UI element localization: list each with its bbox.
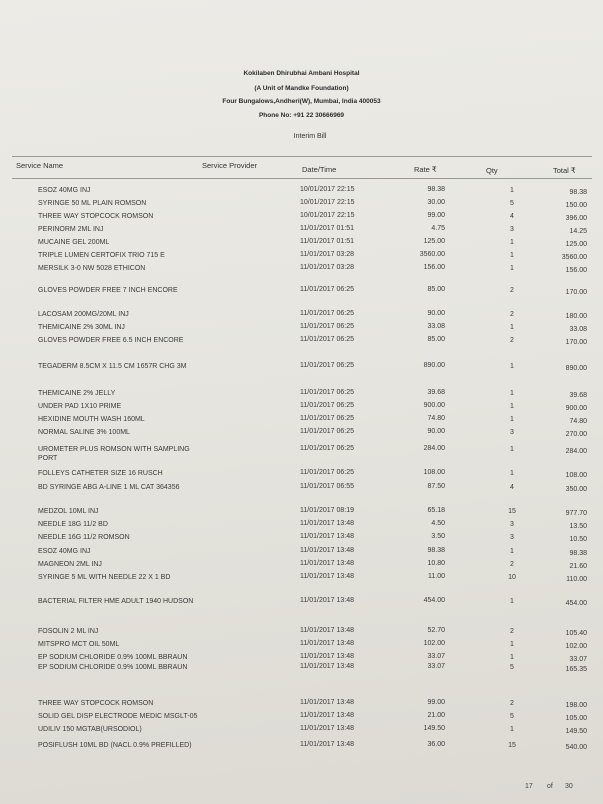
datetime-cell: 11/01/2017 13:48 <box>300 725 354 732</box>
qty-cell: 5 <box>510 200 514 207</box>
service-name-cell: PERINORM 2ML INJ <box>38 226 104 233</box>
datetime-cell: 11/01/2017 06:25 <box>300 336 354 343</box>
qty-cell: 1 <box>510 265 514 272</box>
total-cell: 98.38 <box>569 550 587 557</box>
datetime-cell: 10/01/2017 22:15 <box>300 186 355 193</box>
total-cell: 540.00 <box>565 744 587 751</box>
col-service-name: Service Name <box>16 161 64 170</box>
qty-cell: 10 <box>508 574 516 581</box>
total-cell: 396.00 <box>565 215 587 222</box>
total-cell: 150.00 <box>565 202 587 209</box>
datetime-cell: 11/01/2017 06:25 <box>300 310 354 317</box>
service-name-cell: LACOSAM 200MG/20ML INJ <box>38 311 129 318</box>
qty-cell: 2 <box>510 561 514 568</box>
col-total: Total ₹ <box>553 166 576 175</box>
datetime-cell: 11/01/2017 06:25 <box>300 445 354 452</box>
service-name-cell: EP SODIUM CHLORIDE 0.9% 100ML BBRAUN <box>38 664 188 671</box>
datetime-cell: 11/01/2017 13:48 <box>300 699 354 706</box>
service-name-cell: SOLID GEL DISP ELECTRODE MEDIC MSGLT-05 <box>38 713 198 720</box>
datetime-cell: 11/01/2017 06:25 <box>300 389 354 396</box>
qty-cell: 1 <box>510 726 514 733</box>
total-cell: 10.50 <box>569 536 587 543</box>
rate-cell: 85.00 <box>427 286 445 293</box>
rate-cell: 90.00 <box>427 310 445 317</box>
datetime-cell: 10/01/2017 22:15 <box>300 212 355 219</box>
col-rate: Rate ₹ <box>414 165 437 174</box>
total-cell: 105.00 <box>565 715 587 722</box>
total-cell: 14.25 <box>569 228 587 235</box>
datetime-cell: 11/01/2017 01:51 <box>300 225 354 232</box>
qty-cell: 1 <box>510 324 514 331</box>
qty-cell: 1 <box>510 187 514 194</box>
service-name-cell: SYRINGE 50 ML PLAIN ROMSON <box>38 200 147 207</box>
service-name-cell: NORMAL SALINE 3% 100ML <box>38 429 130 436</box>
rate-cell: 156.00 <box>423 264 445 271</box>
total-cell: 454.00 <box>565 600 587 607</box>
total-cell: 98.38 <box>569 189 587 196</box>
rate-cell: 890.00 <box>423 362 445 369</box>
qty-cell: 5 <box>510 713 514 720</box>
col-qty: Qty <box>486 166 498 175</box>
total-cell: 900.00 <box>565 405 587 412</box>
service-name-cell: FOLLEYS CATHETER SIZE 16 RUSCH <box>38 470 163 477</box>
datetime-cell: 11/01/2017 13:48 <box>300 663 354 670</box>
rate-cell: 284.00 <box>423 445 445 452</box>
total-cell: 3560.00 <box>561 254 587 261</box>
total-cell: 33.07 <box>569 656 587 663</box>
page-of-label: of <box>547 783 553 790</box>
rate-cell: 10.80 <box>427 560 445 567</box>
total-cell: 110.00 <box>566 576 587 583</box>
qty-cell: 2 <box>510 628 514 635</box>
datetime-cell: 11/01/2017 13:48 <box>300 640 354 647</box>
qty-cell: 1 <box>510 446 514 453</box>
qty-cell: 2 <box>510 337 514 344</box>
service-name-cell: MEDZOL 10ML INJ <box>38 508 99 515</box>
rate-cell: 87.50 <box>427 483 445 490</box>
rate-cell: 21.00 <box>427 712 445 719</box>
service-name-cell: THEMICAINE 2% 30ML INJ <box>38 324 125 331</box>
col-datetime: Date/Time <box>302 165 337 174</box>
service-name-cell: MITSPRO MCT OIL 50ML <box>38 641 120 648</box>
page-total: 30 <box>565 783 573 790</box>
rate-cell: 4.50 <box>431 520 445 527</box>
rate-cell: 39.68 <box>427 389 445 396</box>
datetime-cell: 11/01/2017 13:48 <box>300 712 354 719</box>
service-name-cell: ESOZ 40MG INJ <box>38 548 91 555</box>
hospital-address: Four Bungalows,Andheri(W), Mumbai, India 400053 <box>222 98 381 105</box>
rate-cell: 4.75 <box>431 225 445 232</box>
rate-cell: 108.00 <box>423 469 445 476</box>
qty-cell: 1 <box>510 470 514 477</box>
qty-cell: 3 <box>510 429 514 436</box>
rate-cell: 102.00 <box>423 640 445 647</box>
total-cell: 74.80 <box>569 418 587 425</box>
qty-cell: 1 <box>510 390 514 397</box>
service-name-cell: UDILIV 150 MGTAB(URSODIOL) <box>38 726 142 733</box>
total-cell: 977.70 <box>565 510 587 517</box>
total-cell: 198.00 <box>565 702 587 709</box>
datetime-cell: 11/01/2017 01:51 <box>300 238 354 245</box>
datetime-cell: 11/01/2017 06:25 <box>300 323 354 330</box>
service-name-cell: UNDER PAD 1X10 PRIME <box>38 403 122 410</box>
rate-cell: 98.38 <box>427 547 445 554</box>
total-cell: 156.00 <box>565 267 587 274</box>
rate-cell: 65.18 <box>427 507 445 514</box>
rate-cell: 98.38 <box>427 186 445 193</box>
datetime-cell: 10/01/2017 22:15 <box>300 199 355 206</box>
qty-cell: 1 <box>510 363 514 370</box>
hospital-phone: Phone No: +91 22 30666969 <box>258 112 345 119</box>
datetime-cell: 11/01/2017 06:55 <box>300 483 354 490</box>
service-name-cell: GLOVES POWDER FREE 7 INCH ENCORE <box>38 287 178 294</box>
total-cell: 21.60 <box>569 563 587 570</box>
header-top-rule <box>12 156 592 157</box>
hospital-unit: (A Unit of Mandke Foundation) <box>254 85 349 92</box>
total-cell: 165.35 <box>565 666 587 673</box>
service-name-cell: FOSOLIN 2 ML INJ <box>38 628 99 635</box>
service-name-cell: SYRINGE 5 ML WITH NEEDLE 22 X 1 BD <box>38 574 171 581</box>
service-name-cell: BD SYRINGE ABG A-LINE 1 ML CAT 364356 <box>38 484 180 491</box>
rate-cell: 52.70 <box>427 627 445 634</box>
service-name-cell: GLOVES POWDER FREE 6.5 INCH ENCORE <box>38 337 184 344</box>
qty-cell: 2 <box>510 287 514 294</box>
datetime-cell: 11/01/2017 13:48 <box>300 547 354 554</box>
rate-cell: 125.00 <box>423 238 445 245</box>
rate-cell: 85.00 <box>427 336 445 343</box>
service-name-cell: TRIPLE LUMEN CERTOFIX TRIO 715 E <box>38 252 165 259</box>
qty-cell: 5 <box>510 664 514 671</box>
total-cell: 149.50 <box>565 728 587 735</box>
qty-cell: 1 <box>510 654 514 661</box>
rate-cell: 3560.00 <box>419 251 445 258</box>
datetime-cell: 11/01/2017 08:19 <box>300 507 354 514</box>
service-name-cell: THREE WAY STOPCOCK ROMSON <box>38 700 154 707</box>
datetime-cell: 11/01/2017 13:48 <box>300 741 354 748</box>
rate-cell: 99.00 <box>427 212 445 219</box>
service-name-cell: TEGADERM 8.5CM X 11.5 CM 1657R CHG 3M <box>38 363 187 370</box>
col-service-provider: Service Provider <box>202 161 258 170</box>
service-name-cell: NEEDLE 18G 11/2 BD <box>38 521 108 528</box>
service-name-cell: ESOZ 40MG INJ <box>38 187 91 194</box>
total-cell: 125.00 <box>565 241 587 248</box>
total-cell: 170.00 <box>565 339 587 346</box>
qty-cell: 1 <box>510 239 514 246</box>
qty-cell: 4 <box>510 213 514 220</box>
total-cell: 13.50 <box>569 523 587 530</box>
service-name-cell: MUCAINE GEL 200ML <box>38 239 110 246</box>
datetime-cell: 11/01/2017 06:25 <box>300 415 354 422</box>
datetime-cell: 11/01/2017 13:48 <box>300 520 354 527</box>
qty-cell: 1 <box>510 548 514 555</box>
datetime-cell: 11/01/2017 13:48 <box>300 653 354 660</box>
qty-cell: 1 <box>510 416 514 423</box>
datetime-cell: 11/01/2017 13:48 <box>300 560 354 567</box>
qty-cell: 1 <box>510 252 514 259</box>
rate-cell: 900.00 <box>423 402 445 409</box>
total-cell: 33.08 <box>569 326 587 333</box>
qty-cell: 4 <box>510 484 514 491</box>
qty-cell: 1 <box>510 641 514 648</box>
rate-cell: 33.08 <box>427 323 445 330</box>
total-cell: 108.00 <box>565 472 587 479</box>
total-cell: 350.00 <box>565 486 587 493</box>
service-name-cell: BACTERIAL FILTER HME ADULT 1940 HUDSON <box>38 598 194 605</box>
datetime-cell: 11/01/2017 13:48 <box>300 597 354 604</box>
total-cell: 270.00 <box>565 431 587 438</box>
service-name-cell: NEEDLE 16G 11/2 ROMSON <box>38 534 130 541</box>
total-cell: 284.00 <box>565 448 587 455</box>
service-name-cell: POSIFLUSH 10ML BD (NACL 0.9% PREFILLED) <box>38 742 192 749</box>
bill-title: Interim Bill <box>293 133 327 140</box>
page-number: 17 <box>525 783 533 790</box>
rate-cell: 3.50 <box>431 533 445 540</box>
rate-cell: 99.00 <box>427 699 445 706</box>
rate-cell: 149.50 <box>423 725 445 732</box>
datetime-cell: 11/01/2017 06:25 <box>300 428 354 435</box>
service-name-cell: MERSILK 3-0 NW 5028 ETHICON <box>38 265 146 272</box>
datetime-cell: 11/01/2017 13:48 <box>300 533 354 540</box>
qty-cell: 2 <box>510 311 514 318</box>
datetime-cell: 11/01/2017 06:25 <box>300 402 354 409</box>
rate-cell: 33.07 <box>427 663 445 670</box>
total-cell: 105.40 <box>565 630 587 637</box>
qty-cell: 1 <box>510 598 514 605</box>
datetime-cell: 11/01/2017 06:25 <box>300 362 354 369</box>
datetime-cell: 11/01/2017 13:48 <box>300 573 354 580</box>
qty-cell: 2 <box>510 700 514 707</box>
datetime-cell: 11/01/2017 06:25 <box>300 469 354 476</box>
service-name-cell: THEMICAINE 2% JELLY <box>38 390 116 397</box>
service-name-cell: THREE WAY STOPCOCK ROMSON <box>38 213 154 220</box>
total-cell: 39.68 <box>569 392 587 399</box>
rate-cell: 33.07 <box>427 653 445 660</box>
qty-cell: 3 <box>510 521 514 528</box>
service-name-cell: UROMETER PLUS ROMSON WITH SAMPLING PORT <box>38 446 190 463</box>
total-cell: 102.00 <box>565 643 587 650</box>
qty-cell: 3 <box>510 226 514 233</box>
hospital-name: Kokilaben Dhirubhai Ambani Hospital <box>243 70 360 77</box>
rate-cell: 454.00 <box>423 597 445 604</box>
total-cell: 170.00 <box>565 289 587 296</box>
rate-cell: 11.00 <box>428 573 445 580</box>
rate-cell: 36.00 <box>427 741 445 748</box>
datetime-cell: 11/01/2017 06:25 <box>300 286 354 293</box>
qty-cell: 1 <box>510 403 514 410</box>
datetime-cell: 11/01/2017 03:28 <box>300 251 354 258</box>
qty-cell: 15 <box>508 508 516 515</box>
total-cell: 890.00 <box>565 365 587 372</box>
qty-cell: 3 <box>510 534 514 541</box>
datetime-cell: 11/01/2017 13:48 <box>300 627 354 634</box>
rate-cell: 90.00 <box>427 428 445 435</box>
service-name-cell: HEXIDINE MOUTH WASH 160ML <box>38 416 145 423</box>
rate-cell: 30.00 <box>427 199 445 206</box>
service-name-cell: EP SODIUM CHLORIDE 0.9% 100ML BBRAUN <box>38 654 188 661</box>
header-bottom-rule <box>12 178 592 179</box>
qty-cell: 15 <box>508 742 516 749</box>
rate-cell: 74.80 <box>427 415 445 422</box>
total-cell: 180.00 <box>565 313 587 320</box>
datetime-cell: 11/01/2017 03:28 <box>300 264 354 271</box>
service-name-cell: MAGNEON 2ML INJ <box>38 561 102 568</box>
